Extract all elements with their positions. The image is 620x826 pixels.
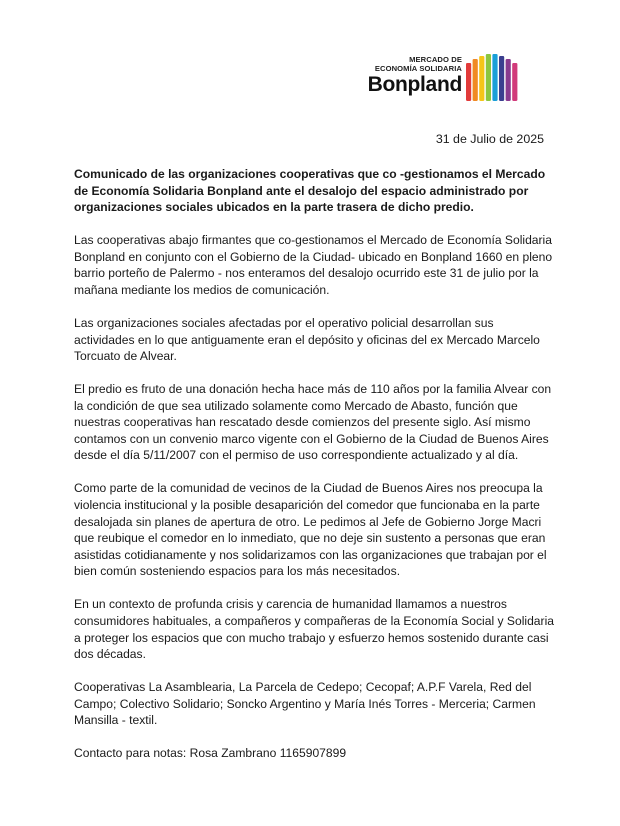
paragraph-3: El predio es fruto de una donación hecha hace más de 110 años por la familia Alvear con la condición de que sea utilizado solamente como Mercado de Abasto, función que nuestras cooperativas han rescatado desde comienzos del presente siglo. Así mismo contamos con un convenio marco vigente con el Gobierno de la Ciudad de Buenos Aires desde el día 5/11/2007 con el permiso de uso correspondiente actualizado y al día. xyxy=(74,382,552,463)
logo-bar xyxy=(512,63,517,101)
paragraph-2: Las organizaciones sociales afectadas por el operativo policial desarrollan sus actividades en lo que antiguamente eran el depósito y oficinas del ex Mercado Marcelo Torcuato de Alvear. xyxy=(74,315,540,364)
document-date: 31 de Julio de 2025 xyxy=(435,132,544,146)
paragraph-5: En un contexto de profunda crisis y carencia de humanidad llamamos a nuestros consumidores habituales, a compañeros y compañeras de la Economía Social y Solidaria a proteger los espacios que con mucho trabajo y esfuerzo hemos sostenido durante casi dos décadas. xyxy=(74,597,554,662)
document-body xyxy=(74,166,554,778)
logo-bar xyxy=(473,59,478,101)
logo-bar xyxy=(506,59,511,101)
mercado-bonpland-logo xyxy=(360,54,560,104)
logo-bar xyxy=(486,54,491,101)
logo-bar xyxy=(466,63,471,101)
paragraph-4: Como parte de la comunidad de vecinos de la Ciudad de Buenos Aires nos preocupa la violencia institucional y la posible desaparición del comedor que funcionaba en la parte desalojada sin planes de apertura de otro. Le pedimos al Jefe de Gobierno Jorge Macri que reubique el comedor en lo inmediato, que no deje sin sustento a personas que eran asistidas cotidianamente y nos solidarizamos con las organizaciones que trabajan por el bien común sosteniendo espacios para los más necesitados. xyxy=(74,481,547,579)
logo-brand-name: Bonpland xyxy=(367,73,462,96)
logo-line-1: MERCADO DE xyxy=(409,55,462,64)
signatories: Cooperativas La Asamblearia, La Parcela de Cedepo; Cecopaf; A.P.F Varela, Red del Campo; Colectivo Solidario; Soncko Argentino y María Inés Torres - Merceria; Carmen Mansilla - textil. xyxy=(74,680,536,728)
document-title: Comunicado de las organizaciones cooperativas que co -gestionamos el Mercado de Economía Solidaria Bonpland ante el desalojo del espacio administrado por organizaciones sociales ubicados en la parte trasera de dicho predio. xyxy=(74,167,546,215)
logo-bar xyxy=(499,56,504,101)
logo-line-2: ECONOMÍA SOLIDARIA xyxy=(374,64,462,73)
logo-bar xyxy=(492,54,497,101)
logo-bar xyxy=(479,56,484,101)
logo-color-bars-icon xyxy=(464,54,520,102)
press-contact: Contacto para notas: Rosa Zambrano 1165907899 xyxy=(74,746,347,761)
logo-text-block xyxy=(360,54,462,97)
paragraph-1: Las cooperativas abajo firmantes que co-gestionamos el Mercado de Economía Solidaria Bonpland en conjunto con el Gobierno de la Ciudad- ubicado en Bonpland 1660 en pleno barrio porteño de Palermo - nos enteramos del desalojo ocurrido este 31 de julio por la mañana mediante los medios de comunicación. xyxy=(74,233,553,297)
